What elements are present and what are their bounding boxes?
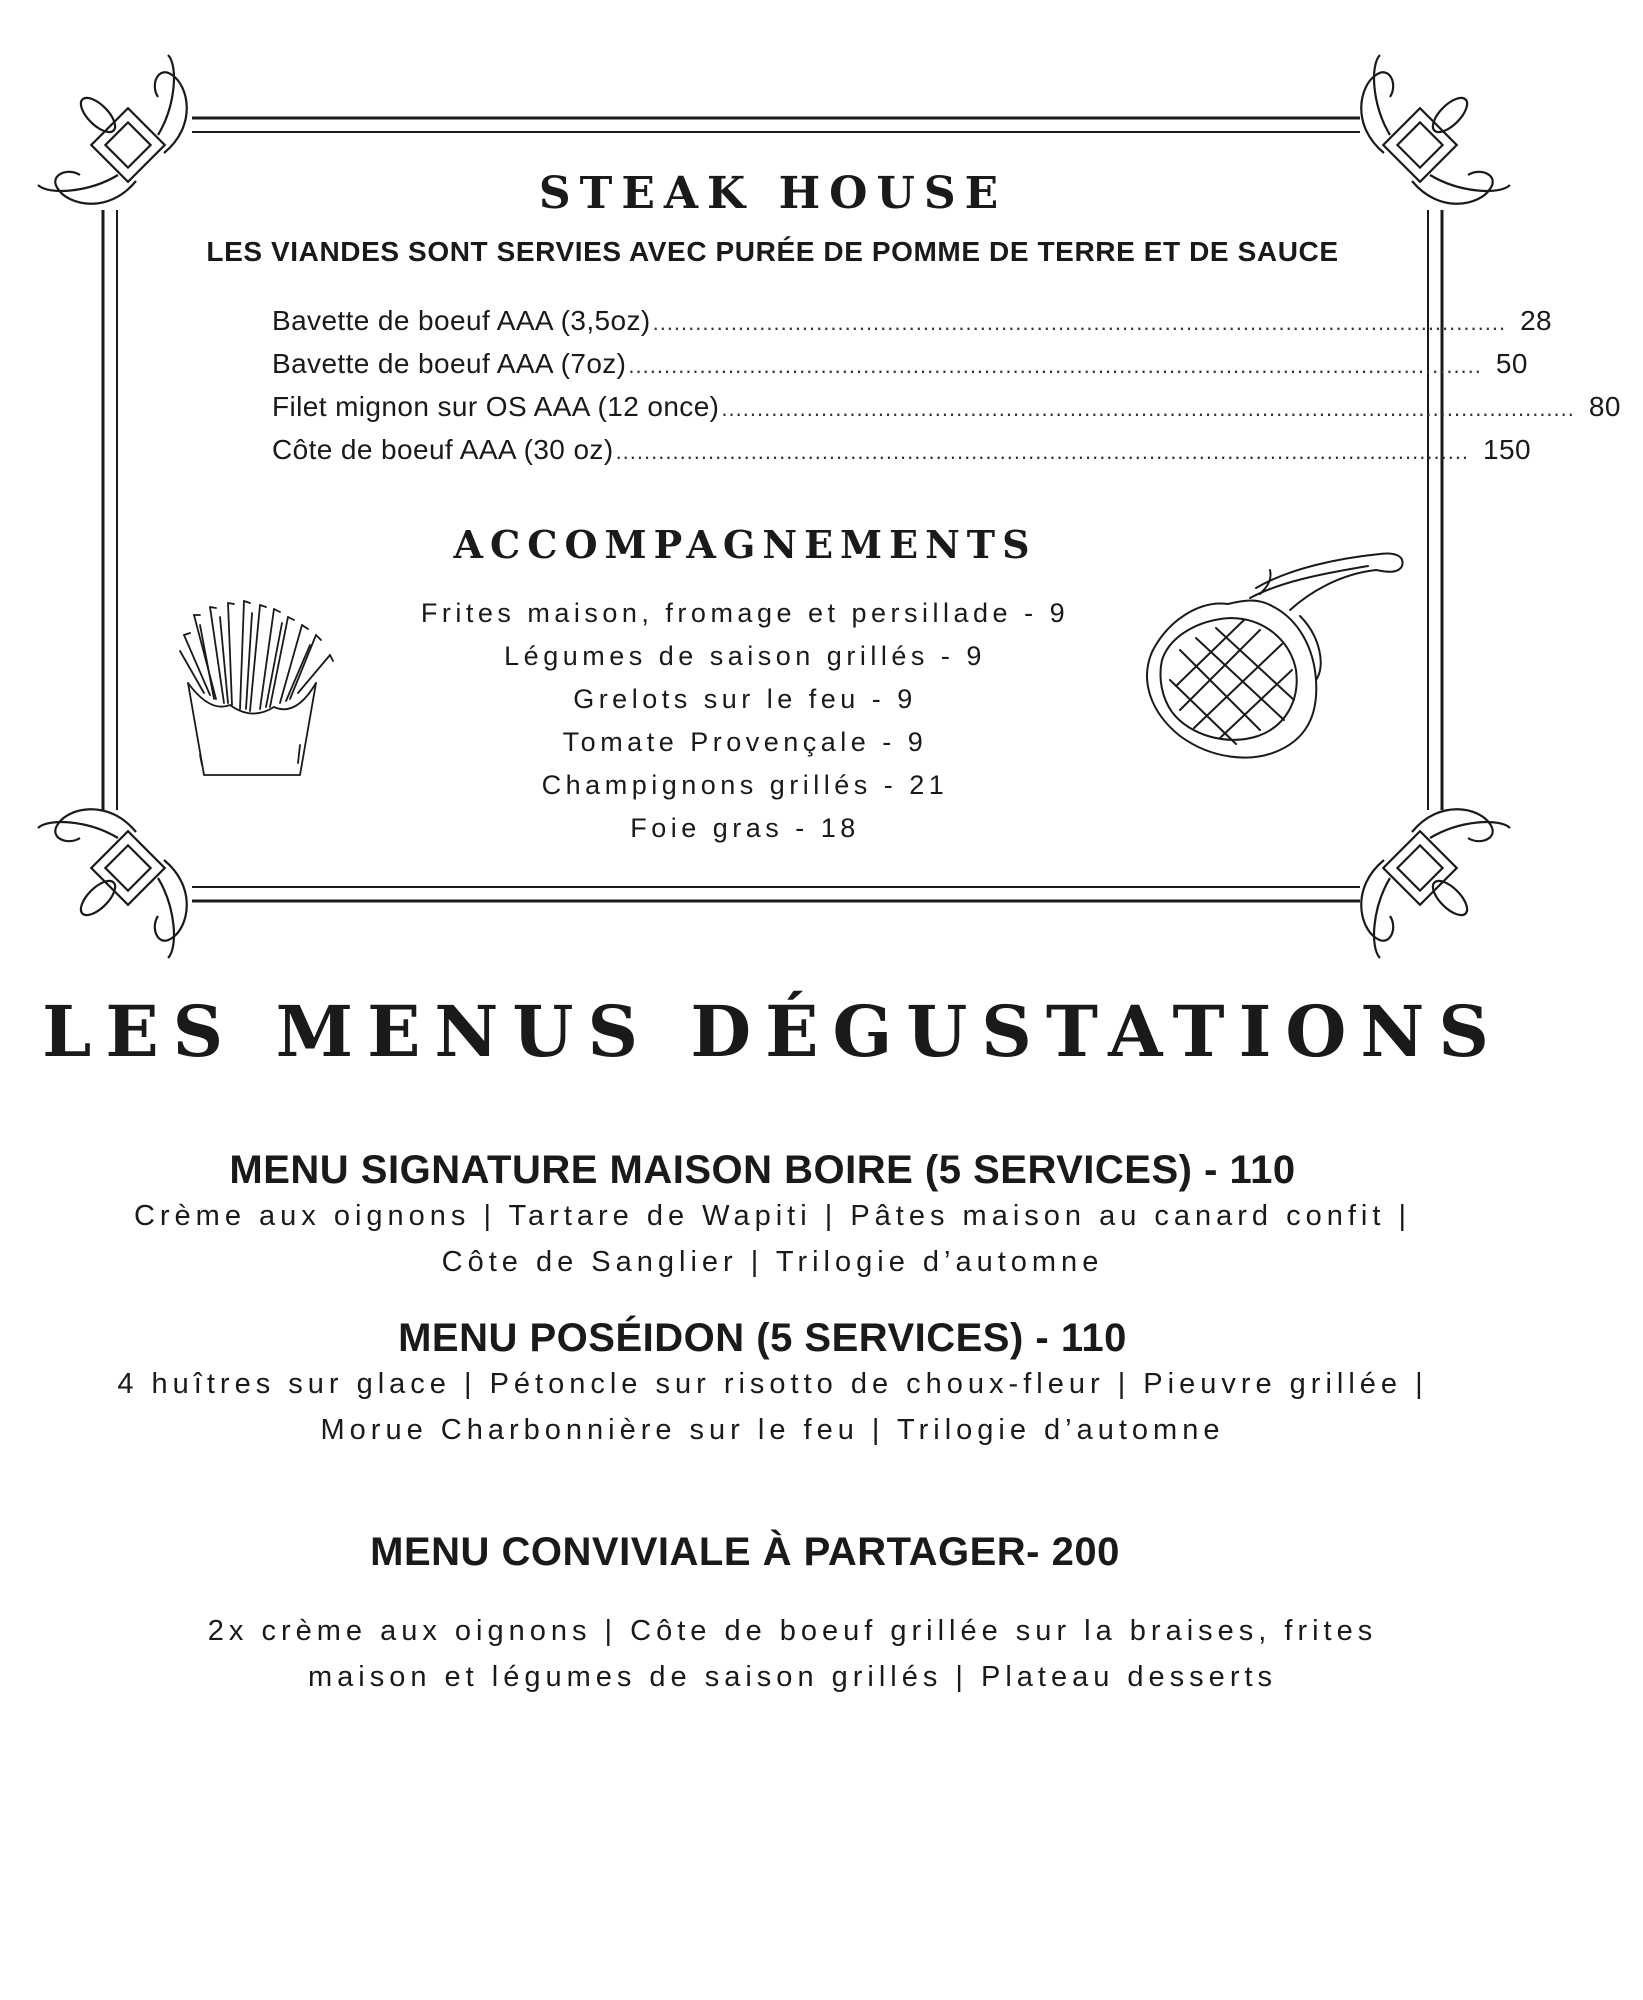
dot-leader: ........................................................................................................................ bbox=[721, 396, 1575, 421]
meat-item-name: Côte de boeuf AAA (30 oz) bbox=[272, 434, 614, 465]
meat-item-name: Bavette de boeuf AAA (7oz) bbox=[272, 348, 627, 379]
menu-description: 4 huîtres sur glace | Pétoncle sur risotto de choux-fleur | Pieuvre grillée | Morue Charbonnière sur le feu | Trilogie d’automne bbox=[117, 1368, 1428, 1446]
dot-leader: ........................................................................................................................ bbox=[615, 439, 1470, 464]
steakhouse-title: STEAK HOUSE bbox=[538, 168, 1008, 219]
meat-item bbox=[272, 305, 1553, 348]
menu-heading: MENU SIGNATURE MAISON BOIRE (5 SERVICES) - 110 bbox=[229, 1148, 1296, 1192]
dot-leader: ........................................................................................................................ bbox=[628, 353, 1482, 378]
french-fries-icon bbox=[170, 595, 350, 785]
meat-item-name: Bavette de boeuf AAA (3,5oz) bbox=[272, 305, 651, 336]
meat-item-price: 50 bbox=[1495, 348, 1528, 379]
accompagnements-list bbox=[340, 592, 1150, 850]
corner-ornament-bottom-right bbox=[1361, 809, 1510, 958]
meat-list bbox=[272, 305, 1621, 477]
meat-item bbox=[272, 348, 1528, 391]
menu-description: Crème aux oignons | Tartare de Wapiti | Pâtes maison au canard confit | Côte de Sanglier | Trilogie d’automne bbox=[133, 1200, 1412, 1278]
accompagnement-item: Frites maison, fromage et persillade - 9 bbox=[420, 598, 1070, 628]
degustations-title: LES MENUS DÉGUSTATIONS bbox=[42, 990, 1503, 1073]
meat-item-name: Filet mignon sur OS AAA (12 once) bbox=[272, 391, 720, 422]
menu-heading: MENU CONVIVIALE À PARTAGER- 200 bbox=[370, 1530, 1120, 1574]
accompagnements-title: ACCOMPAGNEMENTS bbox=[453, 522, 1037, 567]
menu-description: 2x crème aux oignons | Côte de boeuf grillée sur la braises, frites maison et légumes de saison grillés | Plateau desserts bbox=[207, 1615, 1378, 1693]
meat-item bbox=[272, 391, 1621, 434]
accompagnement-item: Tomate Provençale - 9 bbox=[562, 727, 928, 757]
accompagnement-item: Grelots sur le feu - 9 bbox=[573, 684, 917, 714]
accompagnement-item: Foie gras - 18 bbox=[630, 813, 860, 843]
meat-item-price: 80 bbox=[1588, 391, 1621, 422]
tomahawk-steak-icon bbox=[1140, 540, 1410, 780]
meat-item-price: 150 bbox=[1483, 434, 1531, 465]
accompagnement-item: Légumes de saison grillés - 9 bbox=[504, 641, 986, 671]
meat-item bbox=[272, 434, 1531, 477]
accompagnement-item: Champignons grillés - 21 bbox=[541, 770, 949, 800]
steakhouse-subtitle: LES VIANDES SONT SERVIES AVEC PURÉE DE POMME DE TERRE ET DE SAUCE bbox=[206, 236, 1339, 267]
menu-heading: MENU POSÉIDON (5 SERVICES) - 110 bbox=[398, 1316, 1127, 1360]
dot-leader: ........................................................................................................................ bbox=[652, 310, 1507, 335]
meat-item-price: 28 bbox=[1520, 305, 1553, 336]
corner-ornament-bottom-left bbox=[38, 809, 187, 958]
